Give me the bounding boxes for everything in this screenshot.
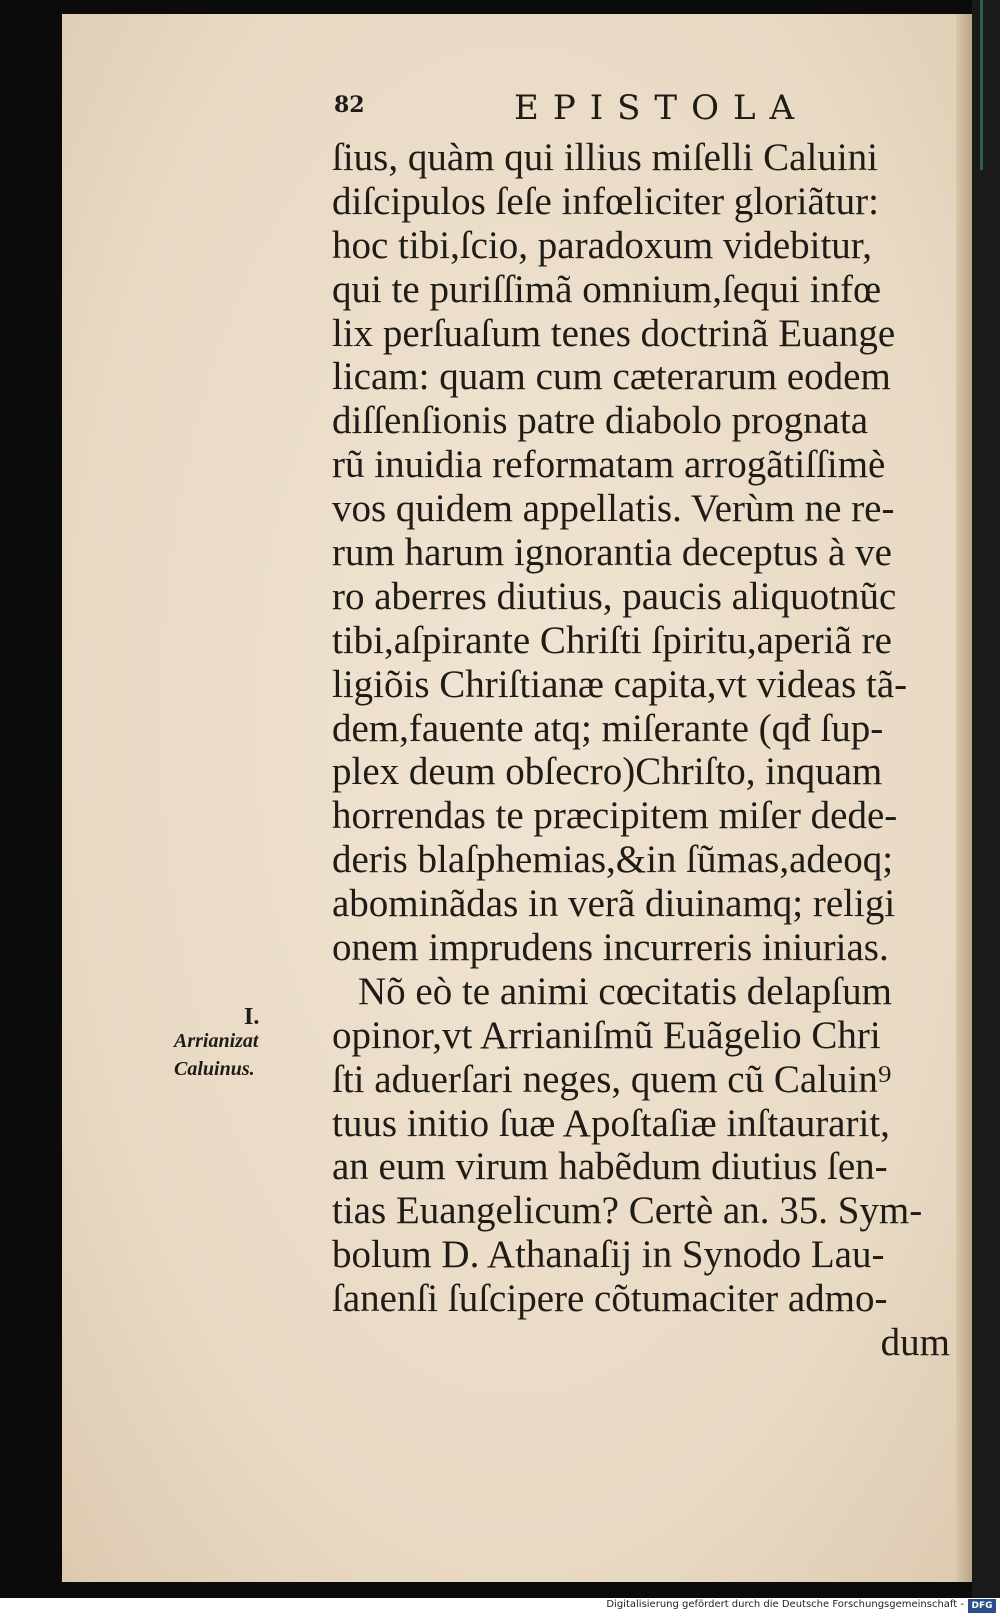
margin-note-line: Arrianizat xyxy=(174,1030,259,1052)
margin-note-number: I. xyxy=(244,1004,260,1030)
spine-stripe xyxy=(980,0,983,170)
text-line: tias Euangelicum? Certè an. 35. Sym- xyxy=(332,1189,923,1233)
text-line: licam: quam cum cæterarum eodem xyxy=(332,355,891,399)
text-line: onem imprudens incurreris iniurias. xyxy=(332,926,889,970)
text-line: rũ inuidia reformatam arrogãtiſſimè xyxy=(332,443,886,487)
text-line: diſcipulos ſeſe infœliciter gloriãtur: xyxy=(332,179,879,223)
text-line: plex deum obſecro)Chriſto, inquam xyxy=(332,750,883,794)
book-spine xyxy=(972,0,1000,1598)
dfg-logo: DFG xyxy=(968,1599,996,1613)
text-line: qui te puriſſimã omnium,ſequi infœ xyxy=(332,267,882,311)
text-line: tuus initio ſuæ Apoſtaſiæ inſtaurarit, xyxy=(332,1101,890,1145)
running-title: EPISTOLA xyxy=(514,88,809,128)
text-line: Nõ eò te animi cœcitatis delapſum xyxy=(358,969,892,1013)
margin-note-line: Caluinus. xyxy=(174,1058,255,1080)
text-line: deris blaſphemias,&in ſũmas,adeoq; xyxy=(332,838,894,882)
text-line: diſſenſionis patre diabolo prognata xyxy=(332,399,869,443)
text-line: ſanenſi ſuſcipere cõtumaciter admo- xyxy=(332,1277,888,1321)
text-line: dem,fauente atq; miſerante (qđ ſup- xyxy=(332,706,884,750)
text-line: horrendas te præcipitem miſer dede- xyxy=(332,794,898,838)
text-line: lix perſuaſum tenes doctrinã Euange xyxy=(332,311,896,355)
text-line: rum harum ignorantia deceptus à ve xyxy=(332,531,892,575)
funding-credit: Digitalisierung gefördert durch die Deutsche Forschungsgemeinschaft - xyxy=(606,1599,964,1610)
catchword: dum xyxy=(880,1321,950,1365)
body-text xyxy=(332,136,972,1365)
text-line: ſti aduerſari neges, quem cũ Caluin⁹ xyxy=(332,1057,892,1101)
text-line: opinor,vt Arrianiſmũ Euãgelio Chri xyxy=(332,1013,881,1057)
text-line: tibi,aſpirante Chriſti ſpiritu,aperiã re xyxy=(332,618,892,662)
text-line: ligiõis Chriſtianæ capita,vt videas tã- xyxy=(332,662,908,706)
text-line: abominãdas in verã diuinamq; religi xyxy=(332,882,896,926)
text-line: ſius, quàm qui illius miſelli Caluini xyxy=(332,136,878,179)
text-line: ro aberres diutius, paucis aliquotnũc xyxy=(332,574,897,618)
text-line: vos quidem appellatis. Verùm ne re- xyxy=(332,487,895,531)
footer-bar xyxy=(0,1598,1000,1615)
text-line: bolum D. Athanaſij in Synodo Lau- xyxy=(332,1233,885,1277)
running-head xyxy=(334,88,954,132)
folio-number: 82 xyxy=(334,92,365,118)
text-line: hoc tibi,ſcio, paradoxum videbitur, xyxy=(332,223,872,267)
text-line: an eum virum habẽdum diutius ſen- xyxy=(332,1145,888,1189)
